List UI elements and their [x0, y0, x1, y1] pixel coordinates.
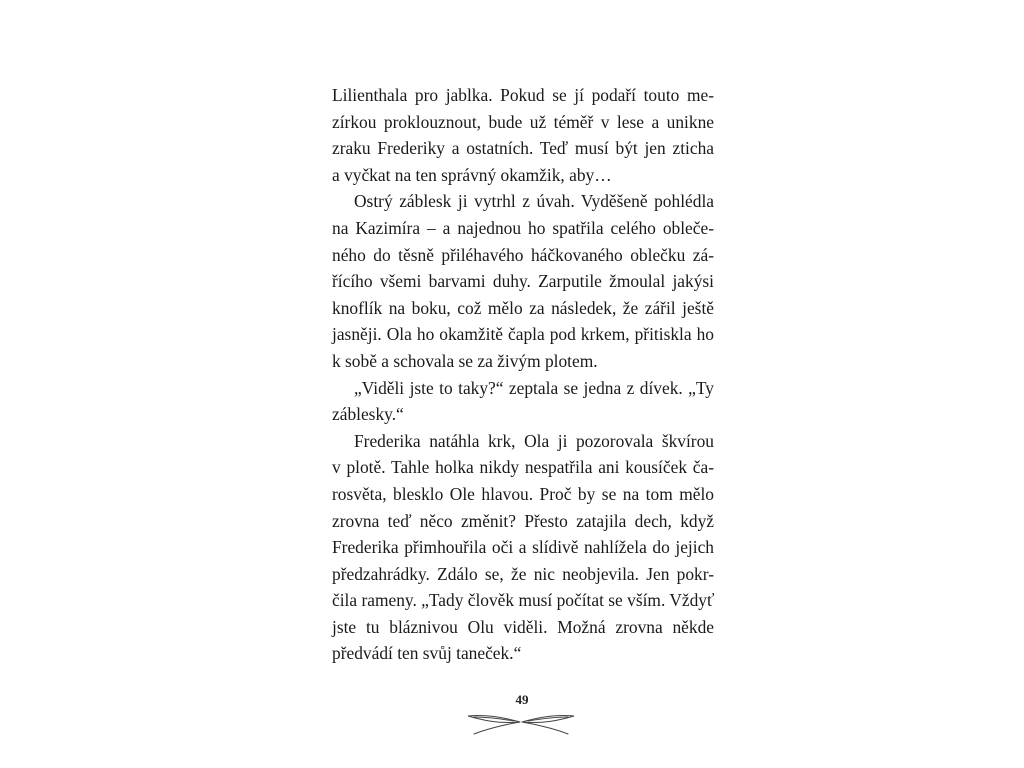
- text-line: řícího všemi barvami duhy. Zarputile žmoulal jakýsi: [332, 271, 714, 292]
- text-line: předzahrádky. Zdálo se, že nic neobjevila. Jen pokr-: [332, 563, 714, 584]
- text-line: v plotě. Tahle holka nikdy nespatřila ani kousíček ča-: [332, 457, 714, 478]
- text-line: a vyčkat na ten správný okamžik, aby…: [332, 164, 612, 185]
- text-line: zrovna teď něco změnit? Přesto zatajila dech, když: [332, 510, 714, 531]
- text-line: knoflík na boku, což mělo za následek, že zářil ještě: [332, 297, 714, 318]
- text-line: Frederika natáhla krk, Ola ji pozorovala škvírou: [354, 430, 714, 451]
- text-line: předvádí ten svůj taneček.“: [332, 643, 522, 664]
- text-line: čila rameny. „Tady člověk musí počítat se vším. Vždyť: [332, 590, 715, 611]
- text-line: ného do těsně přiléhavého háčkovaného oblečku zá-: [332, 244, 714, 265]
- text-line: záblesky.“: [332, 404, 404, 425]
- text-line: zraku Frederiky a ostatních. Teď musí být jen zticha: [332, 138, 714, 159]
- page-number: 49: [515, 692, 529, 707]
- text-line: Frederika přimhouřila oči a slídivě nahlížela do jejich: [332, 537, 714, 558]
- text-line: Lilienthala pro jablka. Pokud se jí podaří touto me-: [332, 85, 714, 105]
- page-text: [332, 82, 714, 667]
- text-line: jasněji. Ola ho okamžitě čapla pod krkem, přitiskla ho: [332, 324, 714, 345]
- text-line: na Kazimíra – a najednou ho spatřila celého obleče-: [332, 217, 714, 238]
- text-line: rosvěta, blesklo Ole hlavou. Proč by se na tom mělo: [332, 483, 714, 504]
- text-line: jste tu bláznivou Olu viděli. Možná zrovna někde: [332, 616, 714, 637]
- leaf-ornament-icon: [462, 708, 580, 738]
- text-line: Ostrý záblesk ji vytrhl z úvah. Vyděšeně pohlédla: [354, 191, 714, 212]
- text-line: zírkou proklouznout, bude už téměř v lese a unikne: [332, 111, 714, 132]
- text-line: „Viděli jste to taky?“ zeptala se jedna z dívek. „Ty: [354, 377, 714, 398]
- text-line: k sobě a schovala se za živým plotem.: [332, 350, 598, 371]
